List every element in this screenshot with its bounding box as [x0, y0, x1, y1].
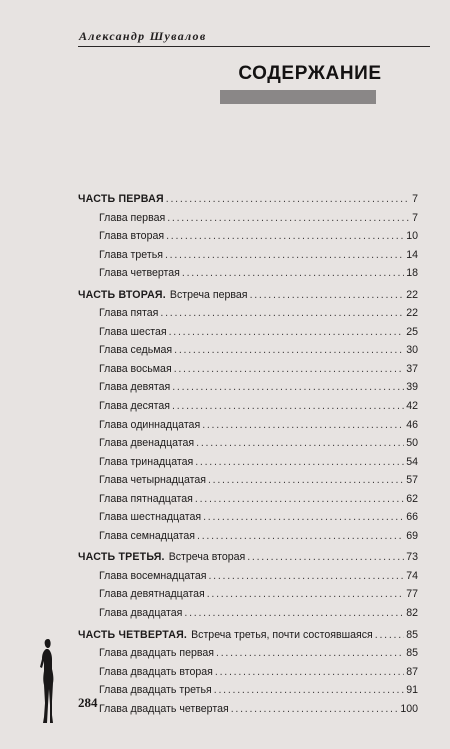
toc-chapter-title: Глава одиннадцатая	[99, 418, 201, 431]
toc-chapter-title: Глава десятая	[99, 400, 171, 413]
dot-leader	[215, 663, 404, 682]
dot-leader	[208, 471, 404, 490]
toc-chapter-title: Глава вторая	[99, 230, 165, 243]
toc-chapter-title: Глава третья	[99, 248, 163, 261]
toc-page-number: 82	[406, 607, 418, 620]
dot-leader	[247, 548, 404, 567]
toc-part-title: ЧАСТЬ ВТОРАЯ.	[78, 288, 166, 301]
toc-chapter-title: Глава пятая	[99, 307, 159, 320]
toc-page-number: 7	[412, 193, 418, 205]
toc-chapter-title: Глава четвертая	[99, 267, 180, 280]
toc-chapter-title: Глава седьмая	[99, 344, 173, 357]
dot-leader	[174, 341, 404, 360]
dot-leader	[207, 585, 404, 604]
dot-leader	[202, 416, 404, 435]
toc-part-entry	[78, 548, 418, 567]
toc-chapter-title: Глава двадцать третья	[99, 684, 212, 697]
toc-page-number: 87	[406, 665, 418, 678]
toc-part-entry	[78, 190, 418, 209]
toc-part-entry	[78, 286, 418, 305]
toc-chapter-title: Глава двадцать вторая	[99, 665, 213, 678]
dot-leader	[195, 453, 404, 472]
dot-leader	[174, 360, 405, 379]
woman-silhouette-icon	[36, 637, 58, 727]
dot-leader	[208, 567, 404, 586]
dot-leader	[166, 190, 410, 209]
toc-part-entry	[78, 626, 418, 645]
toc-page-number: 22	[406, 288, 418, 301]
toc-page-number: 22	[406, 307, 418, 320]
dot-leader	[166, 227, 404, 246]
dot-leader	[160, 304, 404, 323]
toc-chapter-entry	[78, 567, 418, 586]
toc-chapter-title: Глава шестая	[99, 325, 167, 338]
toc-chapter-entry	[78, 434, 418, 453]
toc-chapter-entry	[78, 397, 418, 416]
toc-chapter-title: Глава шестнадцатая	[99, 511, 202, 524]
toc-chapter-title: Глава двадцать первая	[99, 647, 215, 660]
toc-chapter-entry	[78, 416, 418, 435]
dot-leader	[231, 700, 399, 719]
toc-chapter-title: Глава первая	[99, 211, 166, 224]
toc-chapter-title: Глава семнадцатая	[99, 529, 196, 542]
toc-chapter-title: Глава девятая	[99, 381, 171, 394]
dot-leader	[182, 264, 404, 283]
toc-part-subtitle: Встреча третья, почти состоявшаяся	[191, 628, 373, 641]
dot-leader	[169, 323, 405, 342]
toc-chapter-entry	[78, 304, 418, 323]
toc-chapter-title: Глава двенадцатая	[99, 437, 195, 450]
toc-chapter-entry	[78, 681, 418, 700]
toc-page-number: 91	[406, 684, 418, 697]
toc-page-number: 46	[406, 418, 418, 431]
dot-leader	[214, 681, 404, 700]
toc-part-title: ЧАСТЬ ПЕРВАЯ	[78, 193, 164, 205]
toc-page-number: 85	[406, 628, 418, 641]
toc-chapter-entry	[78, 360, 418, 379]
running-head-author: Александр Шувалов	[79, 29, 207, 43]
toc-chapter-title: Глава двадцать четвертая	[99, 702, 229, 715]
toc-part-title: ЧАСТЬ ЧЕТВЕРТАЯ.	[78, 628, 188, 641]
dot-leader	[203, 508, 404, 527]
toc-chapter-entry	[78, 264, 418, 283]
title-underline-bar	[220, 90, 376, 104]
toc-chapter-entry	[78, 227, 418, 246]
toc-page-number: 7	[412, 211, 418, 224]
toc-page-number: 74	[406, 569, 418, 582]
toc-part-subtitle: Встреча вторая	[168, 551, 246, 564]
toc-chapter-entry	[78, 209, 418, 228]
dot-leader	[165, 246, 404, 265]
page-title: СОДЕРЖАНИЕ	[238, 63, 382, 84]
toc-chapter-entry	[78, 246, 418, 265]
toc-chapter-entry	[78, 700, 418, 719]
toc-page-number: 85	[406, 647, 418, 660]
dot-leader	[216, 644, 404, 663]
toc-chapter-entry	[78, 508, 418, 527]
page-number: 284	[78, 695, 98, 710]
toc-page-number: 77	[406, 588, 418, 601]
toc-page-number: 50	[406, 437, 418, 450]
toc-chapter-entry	[78, 490, 418, 509]
dot-leader	[184, 604, 404, 623]
dot-leader	[197, 527, 404, 546]
dot-leader	[167, 209, 410, 228]
toc-page-number: 69	[406, 529, 418, 542]
toc-chapter-entry	[78, 323, 418, 342]
toc-chapter-entry	[78, 604, 418, 623]
toc-chapter-entry	[78, 585, 418, 604]
toc-page-number: 66	[406, 511, 418, 524]
dot-leader	[172, 397, 404, 416]
toc-chapter-title: Глава тринадцатая	[99, 455, 194, 468]
toc-chapter-entry	[78, 471, 418, 490]
toc-chapter-title: Глава четырнадцатая	[99, 474, 206, 487]
toc-chapter-entry	[78, 341, 418, 360]
toc-page-number: 100	[400, 702, 418, 715]
toc-chapter-title: Глава пятнадцатая	[99, 492, 193, 505]
toc-page-number: 73	[406, 551, 418, 564]
toc-page-number: 30	[406, 344, 418, 357]
toc-chapter-entry	[78, 378, 418, 397]
toc-page-number: 14	[406, 248, 418, 261]
toc-part-title: ЧАСТЬ ТРЕТЬЯ.	[78, 551, 165, 564]
toc-chapter-entry	[78, 453, 418, 472]
toc-chapter-entry	[78, 527, 418, 546]
table-of-contents	[78, 190, 418, 718]
dot-leader	[375, 626, 404, 645]
toc-chapter-entry	[78, 663, 418, 682]
toc-page-number: 18	[406, 267, 418, 280]
toc-page-number: 37	[406, 362, 418, 375]
toc-page-number: 62	[406, 492, 418, 505]
running-head-rule	[78, 46, 430, 47]
toc-chapter-title: Глава девятнадцатая	[99, 588, 205, 601]
toc-page-number: 54	[406, 455, 418, 468]
toc-page-number: 10	[406, 230, 418, 243]
toc-page-number: 42	[406, 400, 418, 413]
dot-leader	[196, 434, 404, 453]
toc-page-number: 25	[406, 325, 418, 338]
toc-page-number: 39	[406, 381, 418, 394]
toc-page-number: 57	[406, 474, 418, 487]
dot-leader	[250, 286, 405, 305]
dot-leader	[195, 490, 404, 509]
toc-chapter-title: Глава восьмая	[99, 362, 172, 375]
toc-part-subtitle: Встреча первая	[169, 288, 248, 301]
toc-chapter-title: Глава двадцатая	[99, 607, 183, 620]
toc-chapter-title: Глава восемнадцатая	[99, 569, 207, 582]
dot-leader	[172, 378, 404, 397]
toc-chapter-entry	[78, 644, 418, 663]
